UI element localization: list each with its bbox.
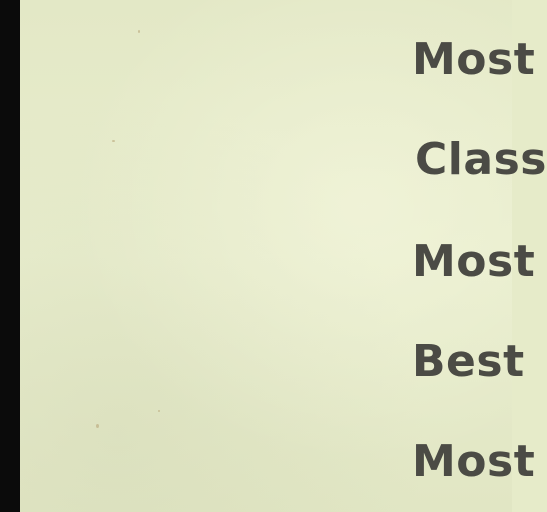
paper-speck [96, 424, 99, 428]
award-label-best: Best [412, 336, 525, 387]
paper-speck [158, 410, 160, 412]
yearbook-page [20, 0, 547, 512]
page-binding-edge [0, 0, 20, 512]
paper-speck [112, 140, 115, 142]
award-label-most-3: Most [412, 436, 536, 487]
award-label-class: Class [415, 134, 547, 185]
award-label-most-1: Most [412, 34, 536, 85]
award-label-most-2: Most [412, 236, 536, 287]
paper-speck [138, 30, 140, 33]
